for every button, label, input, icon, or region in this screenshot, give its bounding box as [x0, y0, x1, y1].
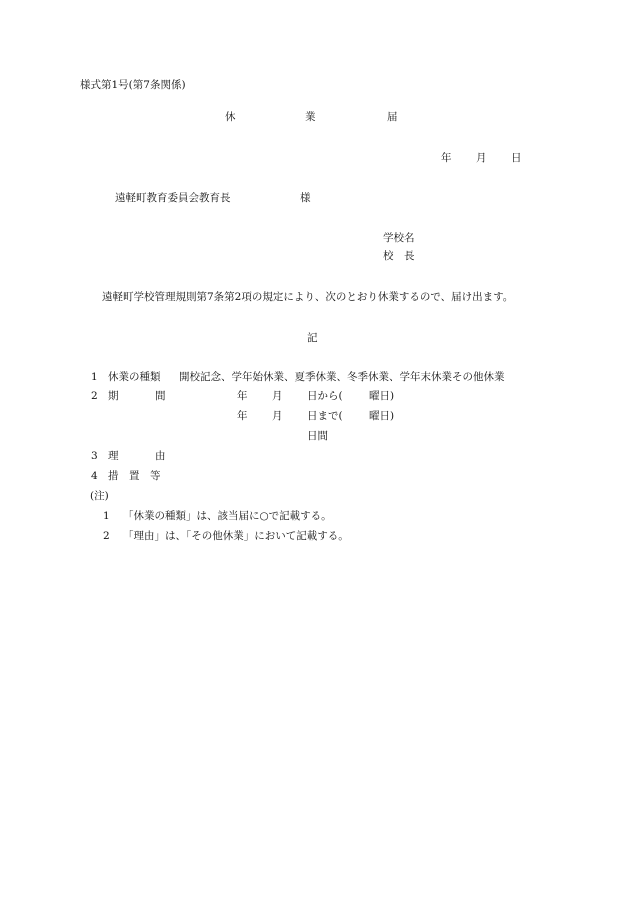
title-char-1: 休 — [225, 111, 236, 123]
period-total-days: 日間 — [307, 430, 328, 442]
note-1-number: 1 — [103, 510, 110, 522]
school-name-label: 学校名 — [383, 232, 415, 244]
item-2-label-a: 期 — [108, 390, 119, 402]
period-to-month: 月 — [272, 410, 283, 422]
item-2-number: 2 — [91, 390, 98, 402]
note-2-text: 「理由」は、「その他休業」において記載する。 — [123, 530, 349, 542]
period-from-weekday: 曜日) — [369, 390, 395, 402]
item-1-label: 休業の種類 — [108, 371, 161, 383]
date-year: 年 — [441, 152, 452, 164]
note-2-number: 2 — [103, 530, 110, 542]
period-to-day: 日まで( — [307, 410, 343, 422]
item-3-label-b: 由 — [155, 450, 166, 462]
notes-header: (注) — [90, 490, 109, 502]
item-3-label-a: 理 — [108, 450, 119, 462]
title-char-3: 届 — [387, 111, 398, 123]
ki-heading: 記 — [307, 332, 318, 344]
date-day: 日 — [511, 152, 522, 164]
period-from-day: 日から( — [307, 390, 343, 402]
title-char-2: 業 — [305, 111, 316, 123]
item-4-label: 措 置 等 — [108, 470, 161, 482]
body-text: 遠軽町学校管理規則第7条第2項の規定により、次のとおり休業するので、届け出ます。 — [102, 291, 514, 303]
period-from-month: 月 — [272, 390, 283, 402]
item-4-number: 4 — [91, 470, 98, 482]
period-from-year: 年 — [237, 390, 248, 402]
addressee-honorific: 様 — [300, 192, 311, 204]
note-1-text: 「休業の種類」は、該当届に○で記載する。 — [123, 510, 332, 522]
period-to-weekday: 曜日) — [369, 410, 395, 422]
item-3-number: 3 — [91, 450, 98, 462]
item-1-number: 1 — [91, 371, 98, 383]
principal-label: 校 長 — [383, 250, 415, 262]
form-number-label: 様式第1号(第7条関係) — [80, 79, 186, 91]
date-month: 月 — [476, 152, 487, 164]
item-2-label-b: 間 — [155, 390, 166, 402]
period-to-year: 年 — [237, 410, 248, 422]
addressee-name: 遠軽町教育委員会教育長 — [115, 192, 231, 204]
item-1-value: 開校記念、学年始休業、夏季休業、冬季休業、学年末休業その他休業 — [179, 371, 505, 383]
